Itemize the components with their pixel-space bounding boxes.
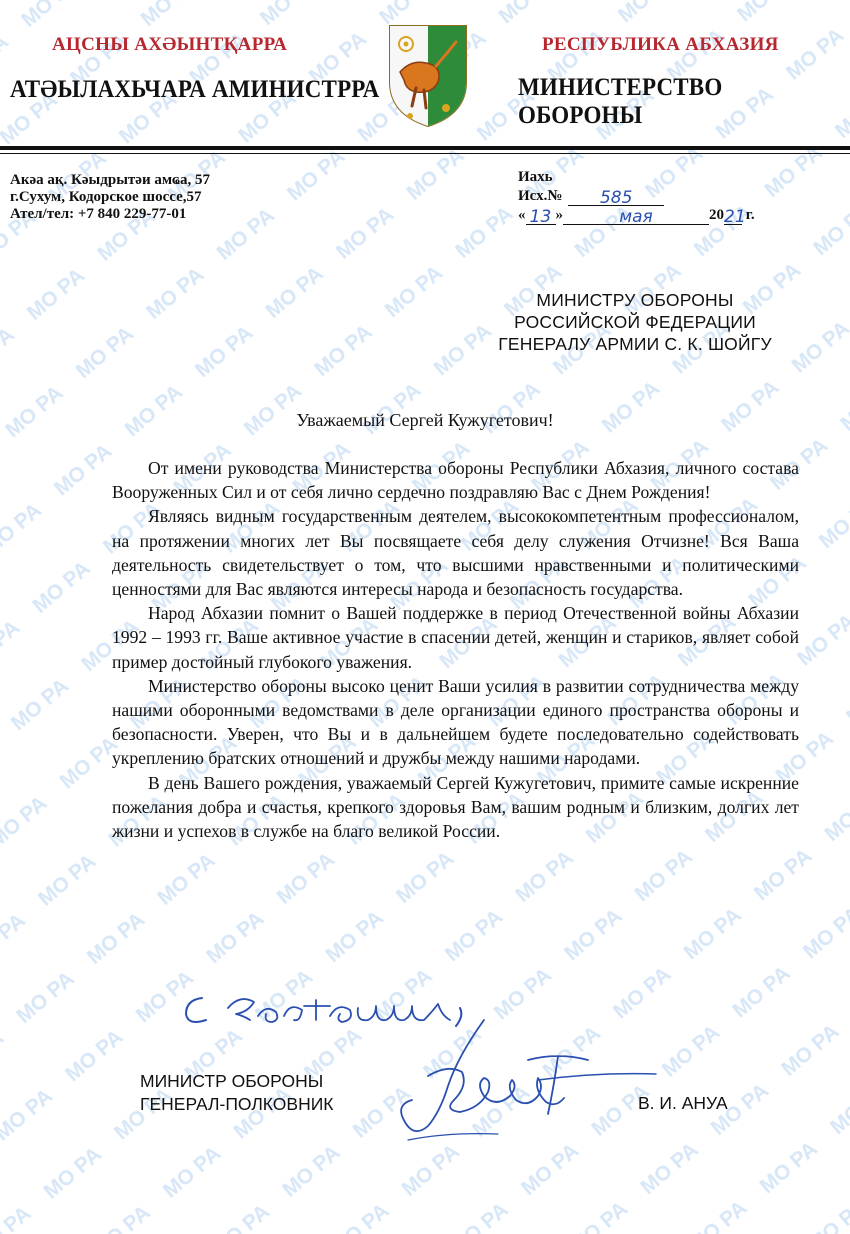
reg-year-end: г. [742, 207, 755, 223]
reg-day-handwritten: 13 [529, 207, 552, 227]
addressee-line1: МИНИСТРУ ОБОРОНЫ [536, 290, 734, 310]
address-block [10, 172, 210, 223]
addressee-line3: ГЕНЕРАЛУ АРМИИ С. К. ШОЙГУ [498, 334, 772, 354]
handwritten-signature [388, 1016, 660, 1156]
reg-quote-close: » [555, 207, 563, 223]
reg-label-outgoing: Исх.№ [518, 188, 563, 204]
header-left-black: АТӘЫЛАХЬЧАРА АМИНИСТРРА [10, 76, 380, 103]
reg-label-abkhaz: Иахь [518, 169, 553, 185]
header-rule-thick [0, 146, 850, 150]
address-line-abkhaz: Акәа ақ. Кәыдрытәи амҩа, 57 [10, 172, 211, 188]
body-paragraph-3: Народ Абхазии помнит о Вашей поддержке в период Отечественной войны Абхазии 1992 – 1993 гг. Ваше активное участие в спасении детей, женщин и стариков, являет собой пример достойный глубокого уважения. [112, 603, 799, 672]
reg-year-handwritten: 21 [724, 207, 746, 227]
registration-block [518, 168, 755, 225]
header-right-black: МИНИСТЕРСТВО ОБОРОНЫ [518, 74, 723, 129]
signatory-title [140, 1070, 334, 1116]
coat-of-arms-icon [386, 22, 470, 130]
addressee-line2: РОССИЙСКОЙ ФЕДЕРАЦИИ [514, 312, 756, 332]
reg-quote-open: « [518, 207, 526, 223]
body-paragraph-2: Являясь видным государственным деятелем, высококомпетентным профессионалом, на протяжении многих лет Вы посвящаете себя делу служения Отчизне! Вся Ваша деятельность свидетельствует о том, что высшими нравственными и политическими ценностями для Вас являются интересы народа и безопасность государства. [112, 506, 799, 600]
body-paragraph-1: От имени руководства Министерства обороны Республики Абхазия, личного состава Вооруженных Сил и от себя лично сердечно поздравляю Вас с Днем Рождения! [112, 458, 799, 503]
reg-year-prefix: 20 [709, 207, 724, 223]
body-paragraph-4: Министерство обороны высоко ценит Ваши усилия в развитии сотрудничества между нашими оборонными ведомствами в деле организации единого пространства обороны и безопасности. Уверен, что Вы и в дальнейшем будете последовательно содействовать укреплению братских отношений и дружбы между нашими народами. [112, 675, 799, 769]
address-line-russian: г.Сухум, Кодорское шоссе,57 [10, 189, 202, 205]
signatory-name: В. И. АНУА [638, 1093, 728, 1113]
reg-number-handwritten: 585 [599, 188, 633, 208]
signatory-title-line2: ГЕНЕРАЛ-ПОЛКОВНИК [140, 1094, 334, 1114]
reg-month-handwritten: мая [619, 207, 653, 227]
letter-body [112, 456, 799, 843]
signatory-title-line1: МИНИСТР ОБОРОНЫ [140, 1071, 324, 1091]
header-right-red: РЕСПУБЛИКА АБХАЗИЯ [542, 34, 779, 55]
header-left-red: АЦСНЫ АХӘЫНТҚАРРА [52, 34, 288, 55]
letter-greeting: Уважаемый Сергей Кужугетович! [296, 410, 554, 430]
body-paragraph-5: В день Вашего рождения, уважаемый Сергей Кужугетович, примите самые искренние пожелания добра и счастья, крепкого здоровья Вам, вашим родным и близким, долгих лет жизни и успехов в службе на благо великой России. [112, 772, 799, 842]
addressee-block [470, 289, 800, 355]
address-phone: Ател/тел: +7 840 229-77-01 [10, 206, 187, 222]
header-rule-thin [0, 153, 850, 154]
